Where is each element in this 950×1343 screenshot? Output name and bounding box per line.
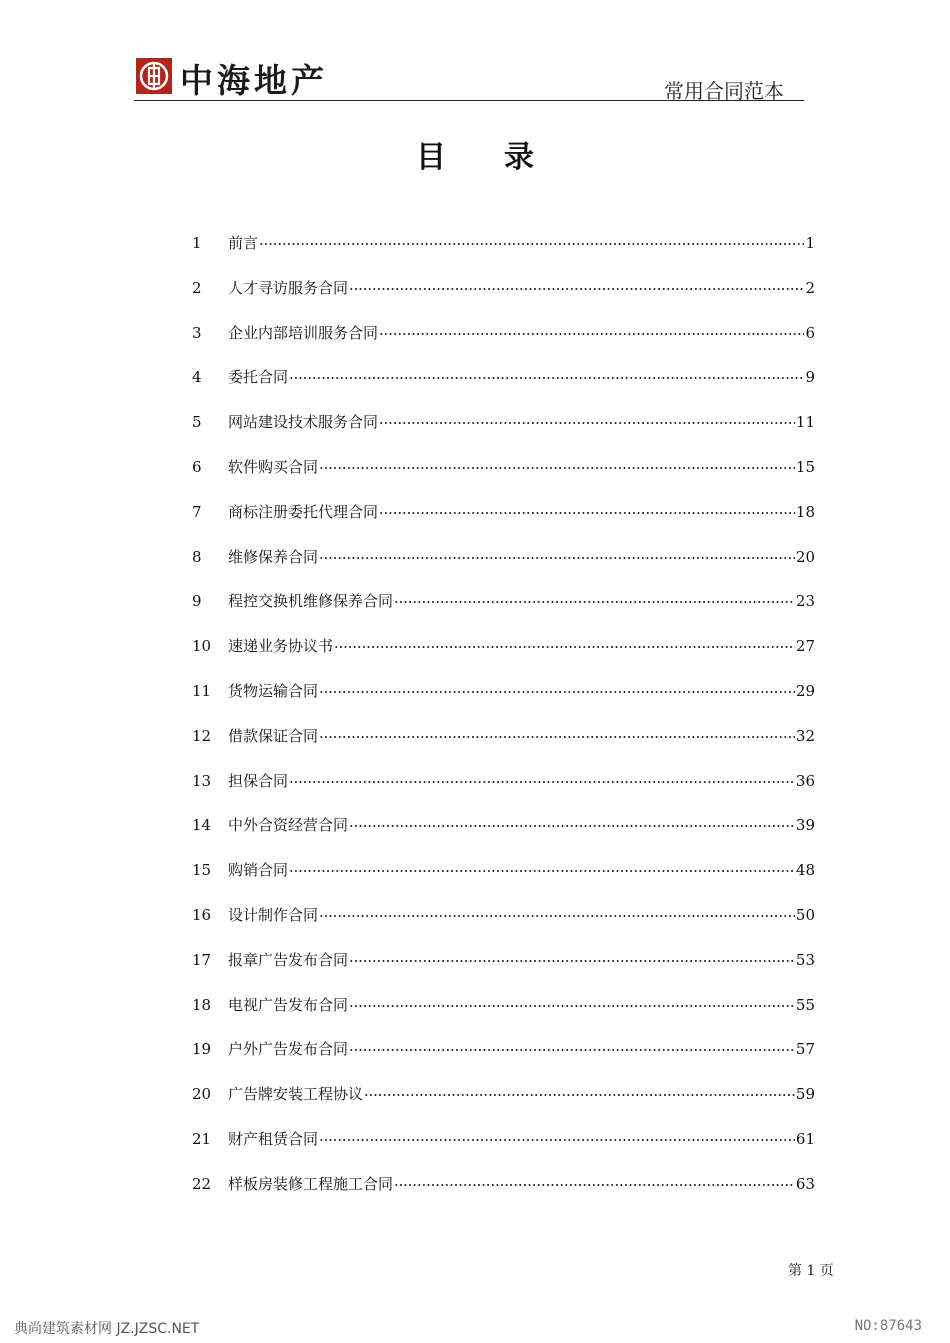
toc-entry-title: 借款保证合同 <box>228 726 319 745</box>
toc-entry-title: 设计制作合同 <box>228 905 319 924</box>
toc-entry-title: 样板房装修工程施工合同 <box>228 1174 394 1193</box>
toc-entry-number: 15 <box>192 861 212 880</box>
toc-entry-number: 4 <box>192 368 202 387</box>
toc-entry-number: 1 <box>192 234 202 252</box>
toc-entry-page: 20 <box>795 547 815 566</box>
toc-entry[interactable] <box>192 587 815 632</box>
toc-entry-page: 27 <box>795 637 815 656</box>
toc-entry[interactable] <box>192 901 815 946</box>
toc-entry-number: 2 <box>192 278 202 297</box>
watermark-site: 典尚建筑素材网 JZ.JZSC.NET <box>14 1321 200 1337</box>
toc-dot-leader <box>259 229 804 249</box>
toc-entry-page: 53 <box>795 950 815 969</box>
toc-entry-page: 63 <box>795 1174 815 1193</box>
toc-entry-title: 企业内部培训服务合同 <box>228 323 379 342</box>
toc-entry-number: 18 <box>192 995 212 1014</box>
toc-entry[interactable] <box>192 767 815 812</box>
toc-entry[interactable] <box>192 946 815 991</box>
toc-entry[interactable] <box>192 408 815 453</box>
page-number: 第 1 页 <box>788 1263 834 1279</box>
toc-entry-page: 15 <box>795 457 815 476</box>
toc-entry-number: 8 <box>192 547 202 566</box>
company-logo-icon <box>136 58 172 94</box>
toc-entry-page: 57 <box>795 1040 815 1059</box>
toc-entry-page: 6 <box>805 323 815 342</box>
toc-dot-leader <box>394 587 795 607</box>
toc-entry-number: 12 <box>192 726 212 745</box>
toc-entry-number: 3 <box>192 323 202 342</box>
toc-dot-leader <box>319 722 795 742</box>
toc-entry-number: 10 <box>192 637 212 656</box>
toc-entry-title: 货物运输合同 <box>228 681 319 700</box>
toc-entry-page: 50 <box>795 905 815 924</box>
toc-entry-title: 中外合资经营合同 <box>228 816 349 835</box>
toc-entry[interactable] <box>192 811 815 856</box>
toc-entry-number: 11 <box>192 681 212 700</box>
toc-entry-page: 36 <box>795 771 815 790</box>
toc-entry[interactable] <box>192 856 815 901</box>
toc-dot-leader <box>394 1170 795 1190</box>
toc-entry[interactable] <box>192 319 815 364</box>
toc-entry-title: 程控交换机维修保养合同 <box>228 592 394 611</box>
toc-entry-page: 61 <box>795 1129 815 1148</box>
toc-entry-number: 17 <box>192 950 212 969</box>
toc-dot-leader <box>289 856 795 876</box>
toc-entry-number: 14 <box>192 816 212 835</box>
watermark-id: NO:87643 <box>854 1318 922 1334</box>
toc-dot-leader <box>364 1080 795 1100</box>
toc-entry-page: 1 <box>805 234 815 252</box>
toc-dot-leader <box>349 1035 795 1055</box>
toc-entry-title: 维修保养合同 <box>228 547 319 566</box>
toc-dot-leader <box>379 408 795 428</box>
toc-dot-leader <box>349 991 795 1011</box>
toc-entry-page: 59 <box>795 1085 815 1104</box>
document-type: 常用合同范本 <box>664 79 784 103</box>
toc-entry-title: 财产租赁合同 <box>228 1129 319 1148</box>
toc-entry-title: 电视广告发布合同 <box>228 995 349 1014</box>
toc-entry[interactable] <box>192 274 815 319</box>
toc-entry[interactable] <box>192 1170 815 1215</box>
toc-entry-page: 2 <box>805 278 815 297</box>
toc-entry-title: 商标注册委托代理合同 <box>228 502 379 521</box>
toc-entry[interactable] <box>192 722 815 767</box>
toc-entry-number: 7 <box>192 502 202 521</box>
toc-entry-page: 39 <box>795 816 815 835</box>
toc-entry-page: 23 <box>795 592 815 611</box>
toc-entry-title: 软件购买合同 <box>228 457 319 476</box>
table-of-contents <box>192 229 815 1215</box>
toc-entry[interactable] <box>192 1080 815 1125</box>
toc-dot-leader <box>349 274 804 294</box>
toc-entry-title: 网站建设技术服务合同 <box>228 413 379 432</box>
toc-entry[interactable] <box>192 543 815 588</box>
page-header <box>134 55 804 101</box>
toc-entry-title: 担保合同 <box>228 771 289 790</box>
toc-dot-leader <box>319 677 795 697</box>
header-divider <box>134 100 804 101</box>
toc-entry-title: 速递业务协议书 <box>228 637 334 656</box>
toc-entry[interactable] <box>192 453 815 498</box>
toc-entry-title: 人才寻访服务合同 <box>228 278 349 297</box>
toc-dot-leader <box>319 1125 795 1145</box>
toc-entry[interactable] <box>192 1125 815 1170</box>
toc-entry-page: 32 <box>795 726 815 745</box>
toc-entry[interactable] <box>192 498 815 543</box>
toc-entry[interactable] <box>192 991 815 1036</box>
toc-entry-number: 5 <box>192 413 202 432</box>
toc-entry-number: 13 <box>192 771 212 790</box>
toc-entry-number: 20 <box>192 1085 212 1104</box>
toc-dot-leader <box>319 543 795 563</box>
toc-entry-title: 购销合同 <box>228 861 289 880</box>
toc-entry-number: 19 <box>192 1040 212 1059</box>
toc-entry[interactable] <box>192 677 815 722</box>
toc-entry-page: 29 <box>795 681 815 700</box>
toc-entry-title: 报章广告发布合同 <box>228 950 349 969</box>
toc-dot-leader <box>334 632 795 652</box>
toc-entry-page: 11 <box>795 413 815 432</box>
toc-entry[interactable] <box>192 363 815 408</box>
toc-dot-leader <box>289 363 804 383</box>
toc-entry-number: 21 <box>192 1129 212 1148</box>
toc-entry[interactable] <box>192 632 815 677</box>
toc-entry-title: 前言 <box>228 234 259 252</box>
toc-entry-page: 48 <box>795 861 815 880</box>
toc-dot-leader <box>349 946 795 966</box>
company-name: 中海地产 <box>180 61 328 100</box>
toc-entry-number: 6 <box>192 457 202 476</box>
toc-dot-leader <box>319 901 795 921</box>
toc-dot-leader <box>379 319 804 339</box>
toc-entry[interactable] <box>192 1035 815 1080</box>
toc-entry-title: 广告牌安装工程协议 <box>228 1085 364 1104</box>
toc-entry-page: 9 <box>805 368 815 387</box>
page-title: 目录 <box>416 140 592 175</box>
toc-entry-title: 户外广告发布合同 <box>228 1040 349 1059</box>
toc-entry-number: 22 <box>192 1174 212 1193</box>
toc-entry-number: 9 <box>192 592 202 611</box>
toc-entry-page: 18 <box>795 502 815 521</box>
toc-entry[interactable] <box>192 229 815 274</box>
toc-entry-number: 16 <box>192 905 212 924</box>
toc-entry-title: 委托合同 <box>228 368 289 387</box>
toc-entry-page: 55 <box>795 995 815 1014</box>
toc-dot-leader <box>349 811 795 831</box>
toc-dot-leader <box>289 767 795 787</box>
toc-dot-leader <box>319 453 795 473</box>
toc-dot-leader <box>379 498 795 518</box>
